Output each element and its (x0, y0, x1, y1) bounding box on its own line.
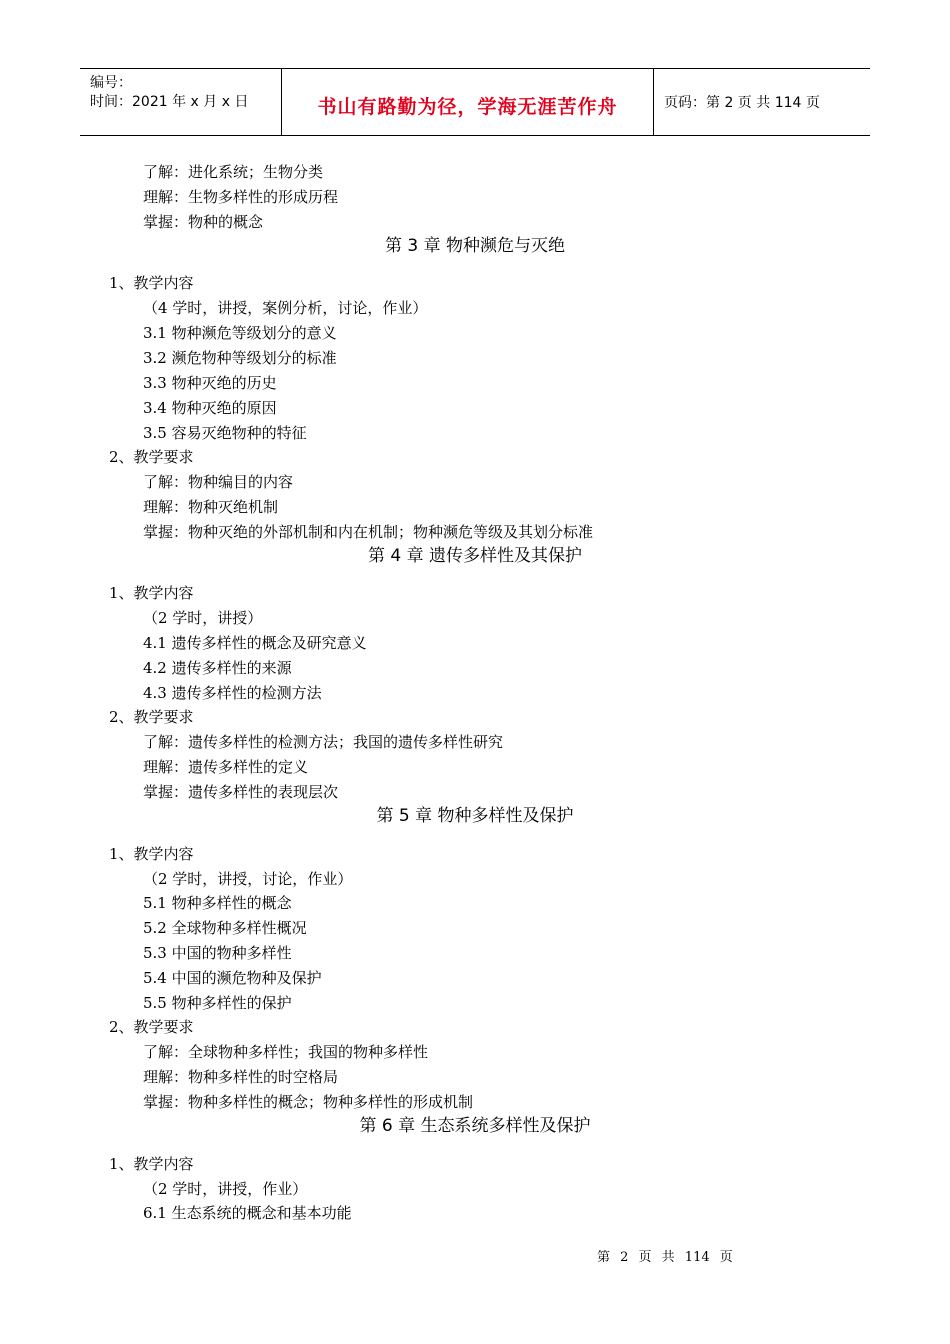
page-header (80, 68, 870, 136)
topic-item: 5.4 中国的濒危物种及保护 (143, 969, 322, 987)
requirement-line: 了解：物种编目的内容 (143, 473, 294, 491)
section-heading: 2、教学要求 (109, 708, 194, 726)
requirement-line: 理解：遗传多样性的定义 (143, 758, 309, 776)
document-number-label: 编号： (90, 75, 132, 91)
requirement-line: 了解：遗传多样性的检测方法；我国的遗传多样性研究 (143, 733, 504, 751)
topic-item: 5.5 物种多样性的保护 (143, 994, 292, 1012)
requirement-line: 理解：物种灭绝机制 (143, 498, 279, 516)
header-meta (80, 69, 282, 135)
topic-item: 5.3 中国的物种多样性 (143, 944, 292, 962)
course-hours: （2 学时，讲授） (143, 609, 263, 627)
topic-item: 3.1 物种濒危等级划分的意义 (143, 324, 337, 342)
topic-item: 4.3 遗传多样性的检测方法 (143, 684, 322, 702)
topic-item: 4.2 遗传多样性的来源 (143, 659, 292, 677)
topic-item: 5.2 全球物种多样性概况 (143, 919, 307, 937)
requirement-line: 理解：生物多样性的形成历程 (143, 188, 339, 206)
requirement-line: 了解：全球物种多样性；我国的物种多样性 (143, 1043, 429, 1061)
section-heading: 1、教学内容 (109, 1155, 194, 1173)
requirement-line: 掌握：遗传多样性的表现层次 (143, 783, 339, 801)
topic-item: 3.4 物种灭绝的原因 (143, 399, 277, 417)
page-footer: 第 2 页 共 114 页 (597, 1250, 733, 1265)
section-heading: 2、教学要求 (109, 448, 194, 466)
requirement-line: 掌握：物种的概念 (143, 213, 264, 231)
section-heading: 1、教学内容 (109, 274, 194, 292)
requirement-line: 掌握：物种灭绝的外部机制和内在机制；物种濒危等级及其划分标准 (143, 523, 594, 541)
chapter-heading: 第 5 章 物种多样性及保护 (376, 806, 574, 826)
chapter-heading: 第 4 章 遗传多样性及其保护 (367, 546, 583, 566)
header-page-info: 页码：第 2 页 共 114 页 (664, 95, 820, 111)
topic-item: 5.1 物种多样性的概念 (143, 894, 292, 912)
topic-item: 3.5 容易灭绝物种的特征 (143, 424, 307, 442)
section-heading: 1、教学内容 (109, 584, 194, 602)
requirement-line: 理解：物种多样性的时空格局 (143, 1068, 339, 1086)
requirement-line: 了解：进化系统；生物分类 (143, 163, 324, 181)
topic-item: 4.1 遗传多样性的概念及研究意义 (143, 634, 367, 652)
document-time-label: 时间：2021 年 x 月 x 日 (90, 94, 249, 110)
chapter-heading: 第 6 章 生态系统多样性及保护 (359, 1116, 591, 1136)
section-heading: 2、教学要求 (109, 1018, 194, 1036)
course-hours: （2 学时，讲授，讨论，作业） (143, 870, 353, 888)
topic-item: 3.3 物种灭绝的历史 (143, 374, 277, 392)
course-hours: （4 学时，讲授，案例分析，讨论，作业） (143, 299, 428, 317)
course-hours: （2 学时，讲授，作业） (143, 1180, 308, 1198)
header-motto: 书山有路勤为径，学海无涯苦作舟 (282, 69, 654, 135)
chapter-heading: 第 3 章 物种濒危与灭绝 (384, 236, 566, 256)
requirement-line: 掌握：物种多样性的概念；物种多样性的形成机制 (143, 1093, 474, 1111)
topic-item: 3.2 濒危物种等级划分的标准 (143, 349, 337, 367)
section-heading: 1、教学内容 (109, 845, 194, 863)
topic-item: 6.1 生态系统的概念和基本功能 (143, 1204, 352, 1222)
